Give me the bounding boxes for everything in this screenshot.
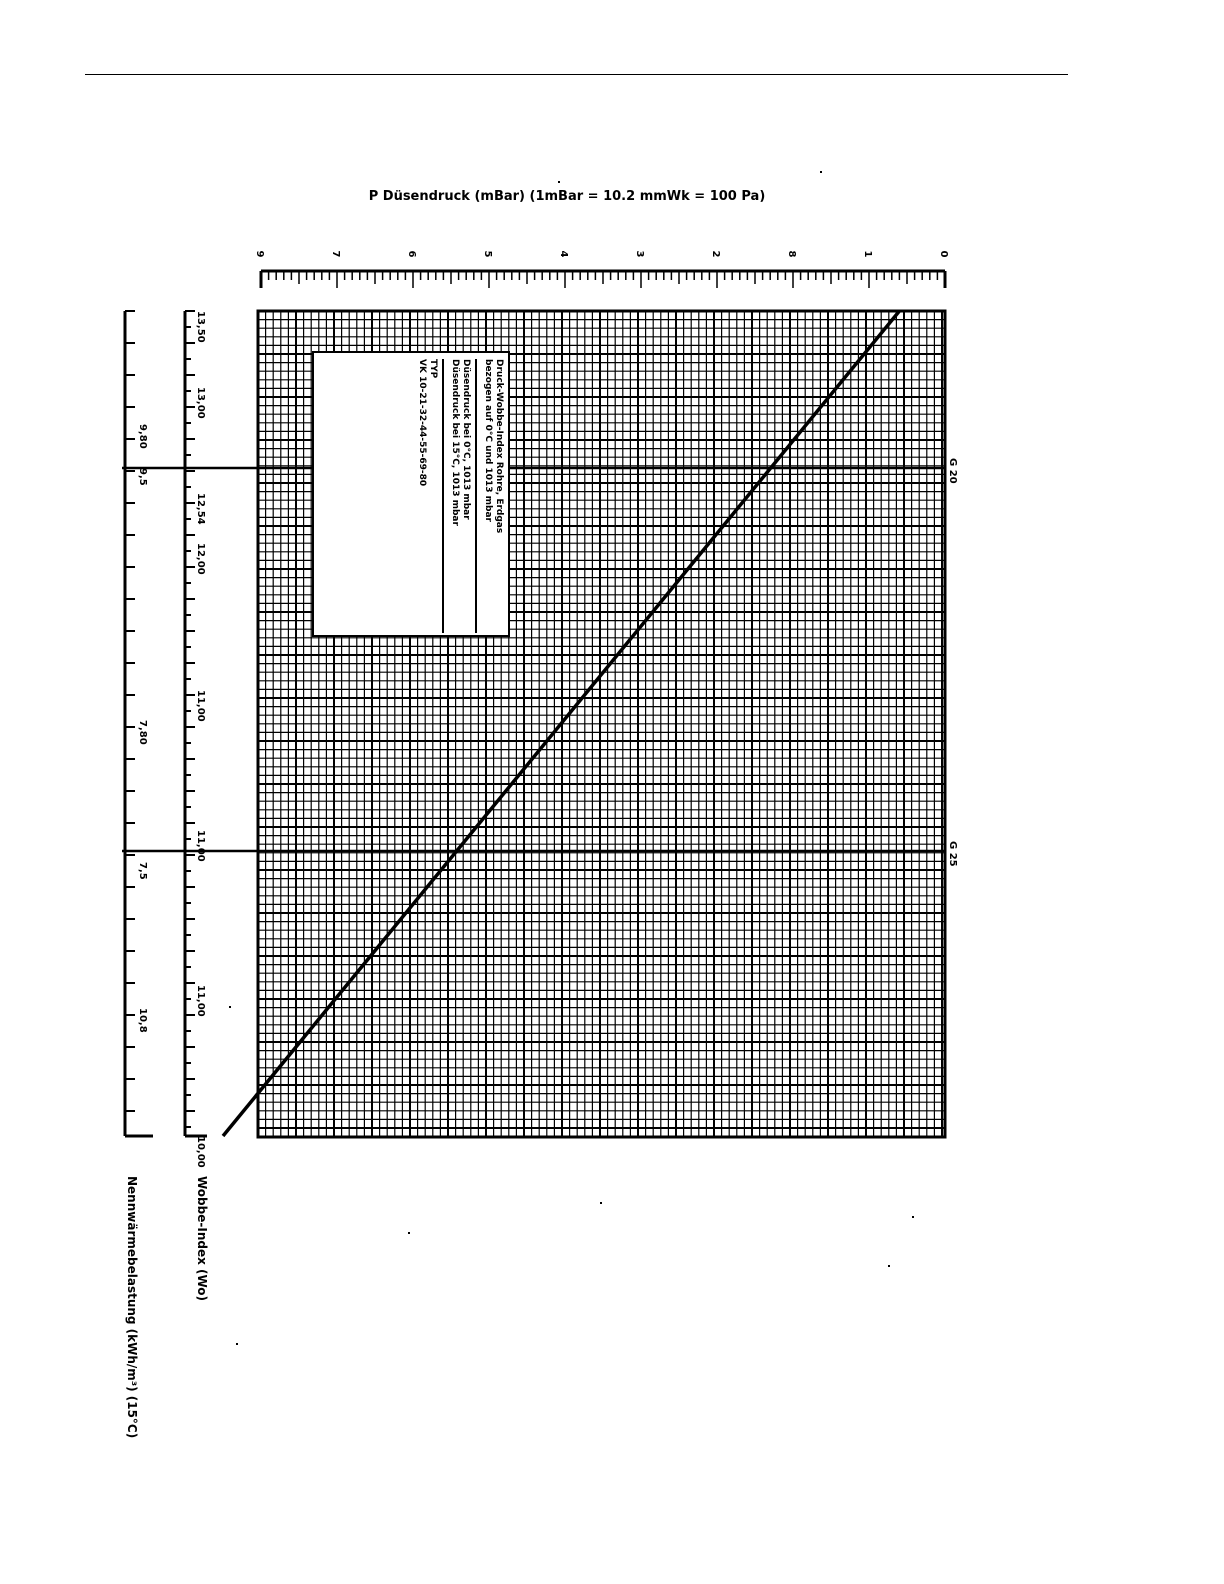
- scan-speck: [558, 181, 560, 183]
- wobbe-tick-label: 12,54: [195, 493, 206, 525]
- legend-type-label: TYP: [428, 359, 438, 379]
- legend-line-1: Druck-Wobbe-Index Rohre, Erdgas: [494, 359, 504, 534]
- top-tick-label: 8: [786, 250, 797, 258]
- top-tick-label: 4: [558, 250, 569, 258]
- scan-speck: [820, 171, 822, 173]
- legend-line-4: Düsendruck bei 15°C, 1013 mbar: [450, 359, 460, 526]
- wobbe-tick-label: 11,00: [195, 690, 206, 722]
- wobbe-tick-label: 13,50: [195, 311, 206, 343]
- scan-speck: [888, 1265, 890, 1267]
- top-tick-label: 9: [254, 250, 265, 258]
- nenn-axis-label: Nennwärmebelastung (kWh/m³) (15°C): [125, 1176, 139, 1439]
- chart-title: P Düsendruck (mBar) (1mBar = 10.2 mmWk = 100 Pa): [368, 189, 766, 204]
- scan-speck: [408, 1232, 410, 1234]
- top-tick-label: 3: [634, 250, 645, 258]
- top-tick-label: 2: [710, 250, 721, 258]
- wobbe-tick-label: 11,00: [195, 985, 206, 1017]
- wobbe-tick-label: 12,00: [195, 543, 206, 575]
- nenn-tick-label: 9,5: [137, 468, 148, 486]
- nenn-tick-label: 10,8: [137, 1008, 148, 1033]
- top-tick-label: 0: [938, 250, 949, 258]
- top-tick-label: 6: [406, 250, 417, 258]
- nenn-tick-label: 7,5: [137, 862, 148, 880]
- scan-speck: [236, 1343, 238, 1345]
- legend-line-3: Düsendruck bei 0°C, 1013 mbar: [461, 359, 471, 520]
- wobbe-tick-label: 13,00: [195, 387, 206, 419]
- legend-box: [312, 351, 510, 637]
- reference-marker-label: G 20: [947, 458, 958, 484]
- wobbe-axis-label: Wobbe-Index (Wo): [195, 1176, 209, 1302]
- top-tick-label: 5: [482, 250, 493, 258]
- top-axis: [261, 271, 945, 288]
- top-tick-label: 7: [330, 250, 341, 258]
- scan-speck: [912, 1216, 914, 1218]
- nenn-tick-label: 9,80: [137, 424, 148, 449]
- wobbe-tick-label: 11,00: [195, 830, 206, 862]
- reference-marker-label: G 25: [947, 841, 958, 867]
- legend-line-2: bezogen auf 0°C und 1013 mbar: [483, 359, 493, 522]
- top-tick-label: 1: [862, 250, 873, 258]
- nenn-tick-label: 7,80: [137, 720, 148, 745]
- legend-type-value: VK 10-21-32-44-55-69-80: [417, 359, 427, 487]
- scan-speck: [600, 1202, 602, 1204]
- wobbe-tick-label: 10,00: [195, 1136, 206, 1168]
- scan-speck: [229, 1006, 231, 1008]
